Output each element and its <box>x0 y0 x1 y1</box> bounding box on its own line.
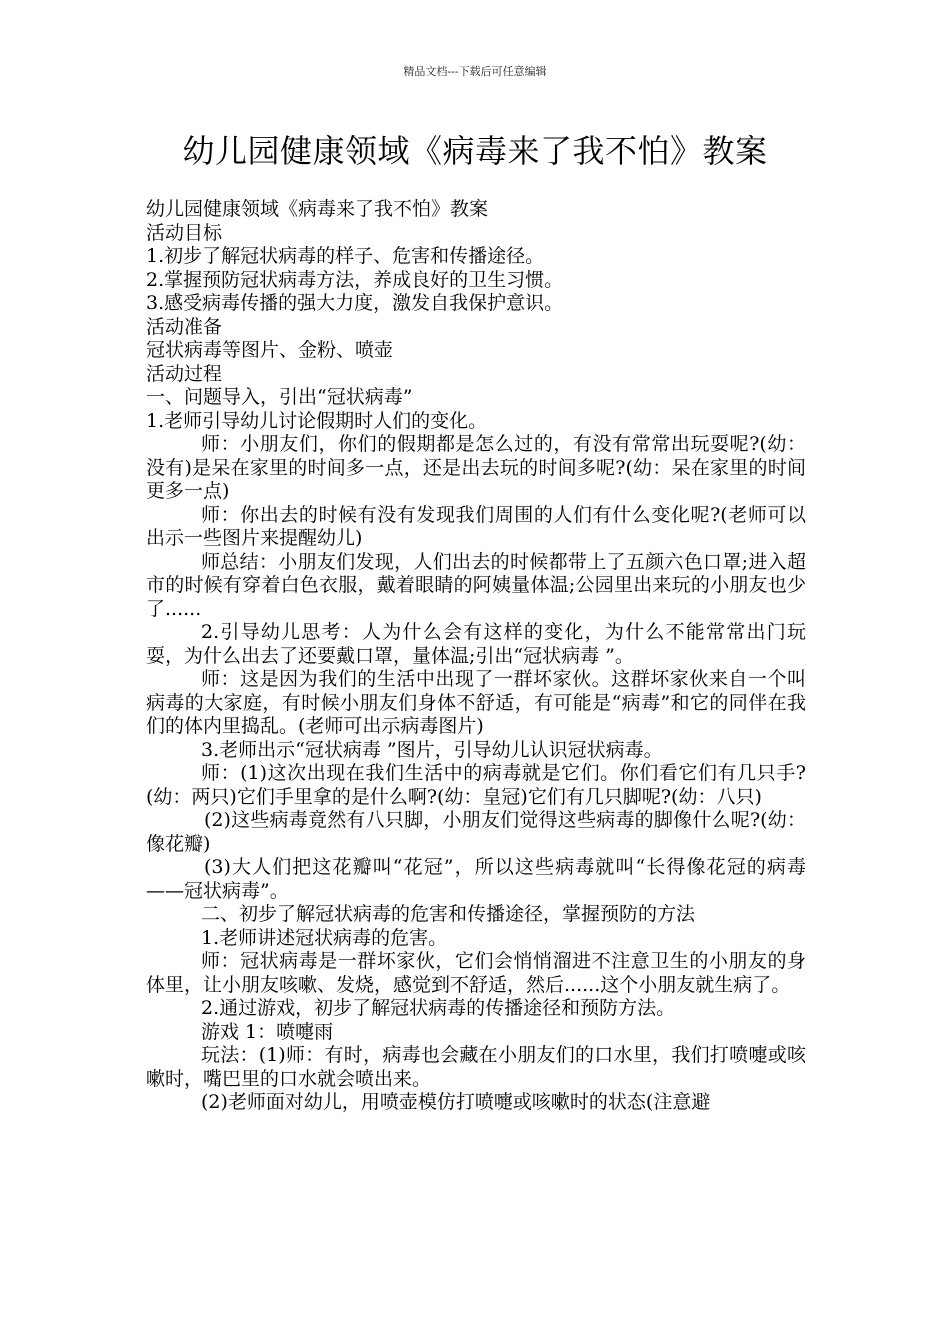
section-heading: 活动过程 <box>146 362 223 385</box>
paragraph: (2)老师面对幼儿，用喷壶模仿打喷嚏或咳嗽时的状态(注意避 <box>201 1091 711 1113</box>
paragraph: 2.通过游戏，初步了解冠状病毒的传播途径和预防方法。 <box>201 997 676 1019</box>
paragraph: 师总结：小朋友们发现，人们出去的时候都带上了五颜六色口罩;进入超市的时候有穿着白色衣服，戴着眼睛的阿姨量体温;公园里出来玩的小朋友也少了...... <box>146 550 806 620</box>
paragraph: 玩法：(1)师：有时，病毒也会藏在小朋友们的口水里，我们打喷嚏或咳嗽时，嘴巴里的口水就会喷出来。 <box>146 1044 806 1090</box>
paragraph: 冠状病毒等图片、金粉、喷壶 <box>146 339 394 361</box>
paragraph: 1.老师引导幼儿讨论假期时人们的变化。 <box>146 409 488 432</box>
paragraph: 幼儿园健康领域《病毒来了我不怕》教案 <box>146 198 489 220</box>
document-body <box>146 198 806 1115</box>
paragraph: 3.老师出示“冠状病毒 ”图片，引导幼儿认识冠状病毒。 <box>201 738 663 761</box>
paragraph: 游戏 1：喷嚏雨 <box>201 1020 334 1043</box>
section-heading: 活动准备 <box>146 315 223 338</box>
paragraph: 师：小朋友们，你们的假期都是怎么过的，有没有常常出玩耍呢?(幼：没有)是呆在家里的时间多一点，还是出去玩的时间多呢?(幼：呆在家里的时间更多一点) <box>146 433 806 502</box>
paragraph: 师：你出去的时候有没有发现我们周围的人们有什么变化呢?(老师可以出示一些图片来提醒幼儿) <box>146 503 806 549</box>
document-title: 幼儿园健康领域《病毒来了我不怕》教案 <box>182 132 768 170</box>
paragraph: 3.感受病毒传播的强大力度，激发自我保护意识。 <box>146 292 564 314</box>
paragraph: (3)大人们把这花瓣叫“花冠”，所以这些病毒就叫“长得像花冠的病毒——冠状病毒”。 <box>146 856 806 902</box>
paragraph: 师：这是因为我们的生活中出现了一群坏家伙。这群坏家伙来自一个叫病毒的大家庭，有时候小朋友们身体不舒适，有可能是“病毒”和它的同伴在我们的体内里捣乱。(老师可出示病毒图片) <box>146 668 806 737</box>
paragraph: 师：冠状病毒是一群坏家伙，它们会悄悄溜进不注意卫生的小朋友的身体里，让小朋友咳嗽、发烧，感觉到不舒适，然后......这个小朋友就生病了。 <box>146 950 806 996</box>
paragraph: 1.老师讲述冠状病毒的危害。 <box>201 926 448 949</box>
paragraph: 1.初步了解冠状病毒的样子、危害和传播途径。 <box>146 245 545 267</box>
paragraph: 2.掌握预防冠状病毒方法，养成良好的卫生习惯。 <box>146 268 564 291</box>
paragraph: 一、问题导入，引出“冠状病毒” <box>146 386 413 408</box>
header-note: 精品文档---下载后可任意编辑 <box>403 65 547 78</box>
paragraph: 二、初步了解冠状病毒的危害和传播途径，掌握预防的方法 <box>201 903 696 925</box>
paragraph: 师：(1)这次出现在我们生活中的病毒就是它们。你们看它们有几只手?(幼：两只)它们手里拿的是什么啊?(幼：皇冠)它们有几只脚呢?(幼：八只) <box>146 762 806 808</box>
paragraph: 2.引导幼儿思考：人为什么会有这样的变化，为什么不能常常出门玩耍，为什么出去了还要戴口罩，量体温;引出“冠状病毒 ”。 <box>146 621 806 667</box>
paragraph: (2)这些病毒竟然有八只脚，小朋友们觉得这些病毒的脚像什么呢?(幼：像花瓣) <box>146 809 806 855</box>
section-heading: 活动目标 <box>146 221 223 244</box>
